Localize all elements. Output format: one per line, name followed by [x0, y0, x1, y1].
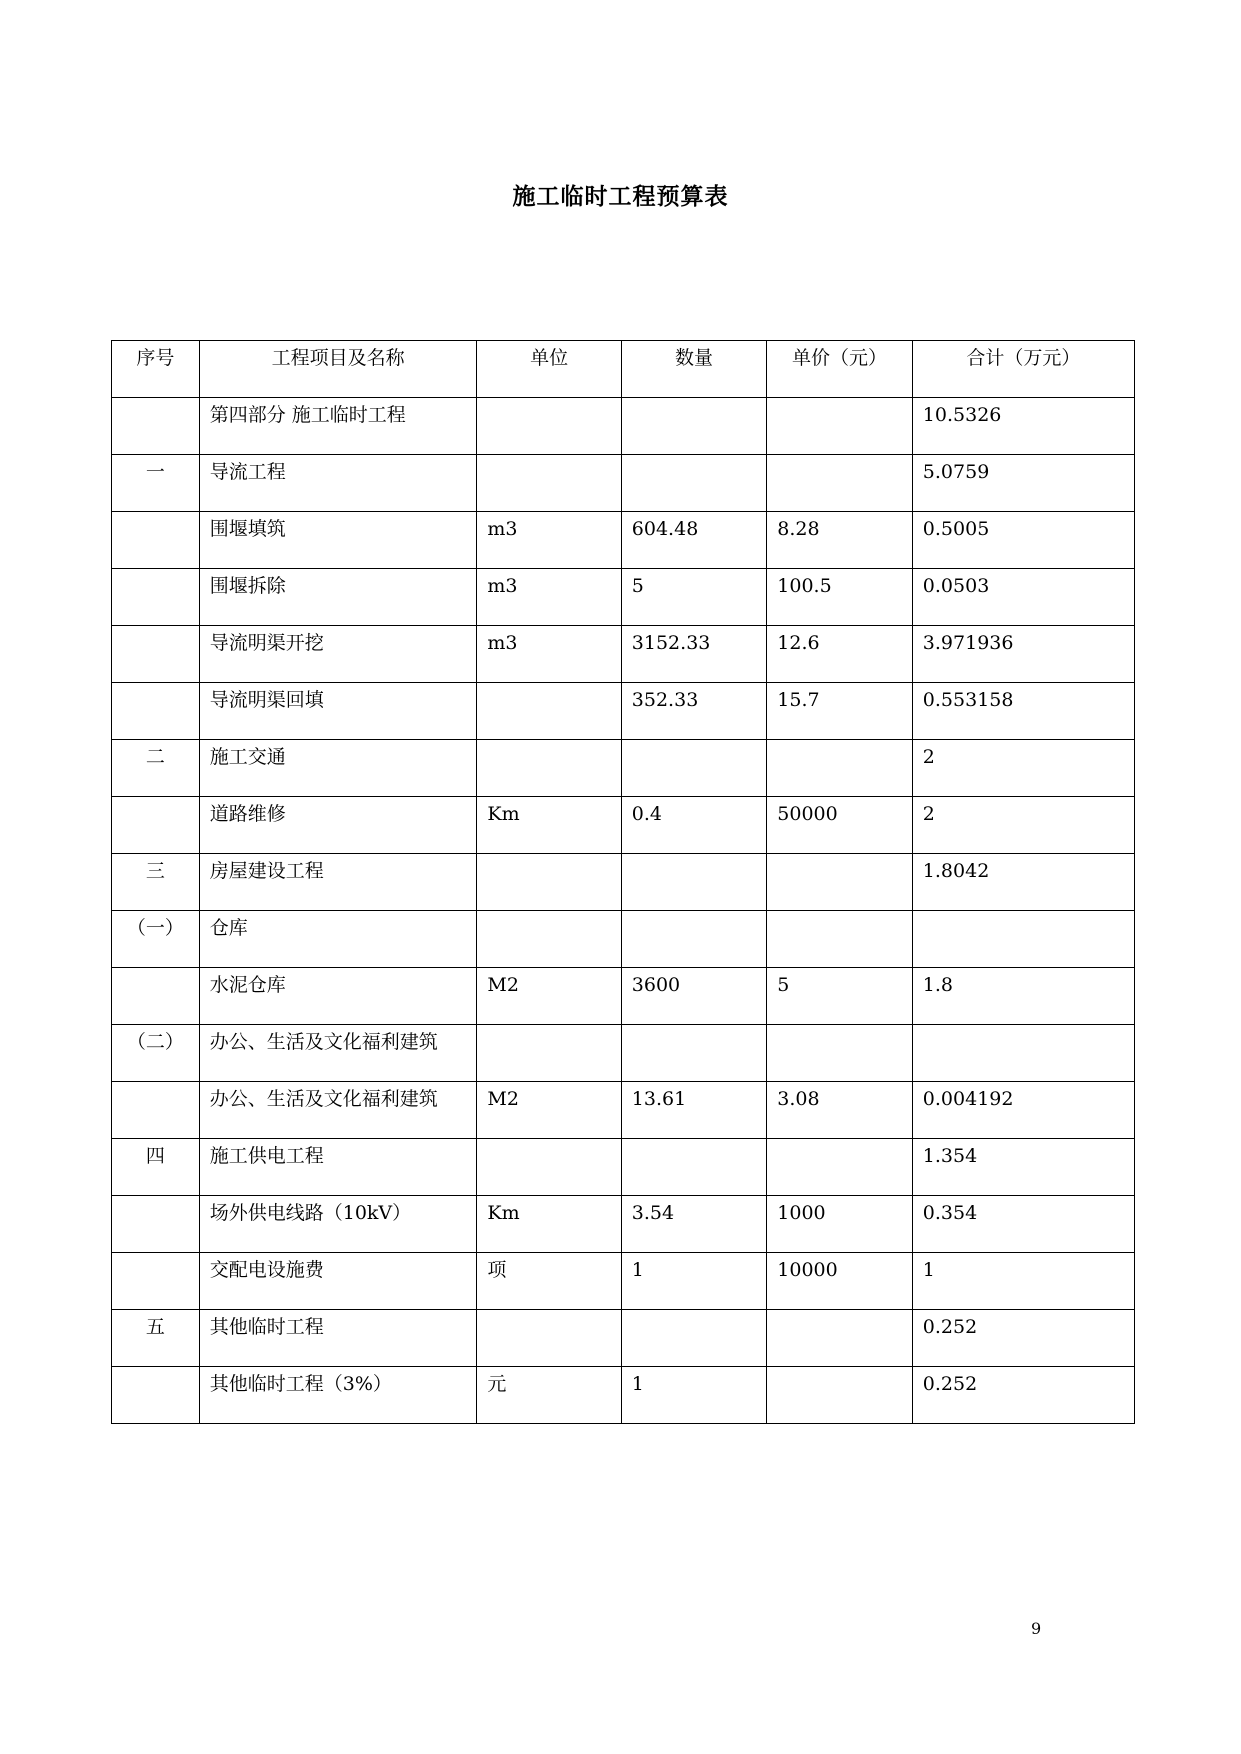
cell-unit-price: 12.6: [767, 626, 913, 683]
cell-unit: 项: [477, 1253, 621, 1310]
cell-total: 1.354: [912, 1139, 1134, 1196]
cell-quantity: 604.48: [621, 512, 767, 569]
cell-total: 0.0503: [912, 569, 1134, 626]
header-total: 合计（万元）: [912, 341, 1134, 398]
page-number: 9: [1031, 1619, 1042, 1638]
cell-quantity: 3600: [621, 968, 767, 1025]
table-row: [112, 1367, 1135, 1424]
cell-unit: m3: [477, 512, 621, 569]
cell-unit: [477, 1139, 621, 1196]
cell-quantity: [621, 1025, 767, 1082]
cell-unit-price: [767, 854, 913, 911]
cell-name: 围堰填筑: [199, 512, 477, 569]
table-row: [112, 1082, 1135, 1139]
cell-seq: [112, 1082, 200, 1139]
table-row: [112, 1253, 1135, 1310]
table-row: [112, 740, 1135, 797]
cell-seq: [112, 512, 200, 569]
cell-quantity: 13.61: [621, 1082, 767, 1139]
cell-seq: 一: [112, 455, 200, 512]
cell-seq: 二: [112, 740, 200, 797]
cell-seq: [112, 1253, 200, 1310]
cell-total: 3.971936: [912, 626, 1134, 683]
cell-seq: （二）: [112, 1025, 200, 1082]
table-row: [112, 398, 1135, 455]
header-name: 工程项目及名称: [199, 341, 477, 398]
table-row: [112, 512, 1135, 569]
cell-name: 办公、生活及文化福利建筑: [199, 1025, 477, 1082]
cell-unit: m3: [477, 569, 621, 626]
cell-seq: [112, 626, 200, 683]
cell-name: 水泥仓库: [199, 968, 477, 1025]
cell-unit-price: [767, 911, 913, 968]
cell-unit-price: 15.7: [767, 683, 913, 740]
cell-name: 第四部分 施工临时工程: [199, 398, 477, 455]
cell-quantity: 5: [621, 569, 767, 626]
table-row: [112, 854, 1135, 911]
cell-name: 交配电设施费: [199, 1253, 477, 1310]
cell-quantity: [621, 1310, 767, 1367]
cell-quantity: [621, 455, 767, 512]
cell-name: 导流工程: [199, 455, 477, 512]
cell-name: 施工供电工程: [199, 1139, 477, 1196]
cell-total: [912, 911, 1134, 968]
table-row: [112, 797, 1135, 854]
cell-total: 0.252: [912, 1310, 1134, 1367]
cell-unit: M2: [477, 1082, 621, 1139]
cell-name: 场外供电线路（10kV）: [199, 1196, 477, 1253]
cell-name: 施工交通: [199, 740, 477, 797]
cell-unit-price: [767, 1139, 913, 1196]
cell-seq: 三: [112, 854, 200, 911]
cell-total: 2: [912, 797, 1134, 854]
cell-seq: [112, 1196, 200, 1253]
cell-seq: [112, 398, 200, 455]
table-row: [112, 968, 1135, 1025]
cell-unit-price: 8.28: [767, 512, 913, 569]
cell-unit-price: 50000: [767, 797, 913, 854]
cell-unit-price: 100.5: [767, 569, 913, 626]
cell-total: 2: [912, 740, 1134, 797]
cell-unit: M2: [477, 968, 621, 1025]
cell-total: 1: [912, 1253, 1134, 1310]
cell-quantity: 3152.33: [621, 626, 767, 683]
table-row: [112, 1196, 1135, 1253]
cell-unit-price: 5: [767, 968, 913, 1025]
table-row: [112, 683, 1135, 740]
cell-seq: [112, 569, 200, 626]
cell-name: 导流明渠回填: [199, 683, 477, 740]
header-quantity: 数量: [621, 341, 767, 398]
table-row: [112, 1310, 1135, 1367]
cell-quantity: [621, 1139, 767, 1196]
cell-total: [912, 1025, 1134, 1082]
cell-total: 1.8042: [912, 854, 1134, 911]
cell-quantity: 352.33: [621, 683, 767, 740]
cell-unit-price: [767, 1310, 913, 1367]
cell-name: 房屋建设工程: [199, 854, 477, 911]
cell-name: 仓库: [199, 911, 477, 968]
cell-unit: [477, 683, 621, 740]
cell-quantity: [621, 911, 767, 968]
cell-unit: Km: [477, 1196, 621, 1253]
cell-unit-price: 3.08: [767, 1082, 913, 1139]
table-row: [112, 626, 1135, 683]
budget-table: [111, 340, 1135, 1424]
cell-seq: [112, 683, 200, 740]
cell-unit-price: [767, 398, 913, 455]
cell-quantity: [621, 398, 767, 455]
cell-unit-price: 10000: [767, 1253, 913, 1310]
cell-name: 其他临时工程（3%）: [199, 1367, 477, 1424]
cell-unit: [477, 1025, 621, 1082]
table-row: [112, 455, 1135, 512]
cell-seq: 五: [112, 1310, 200, 1367]
cell-unit-price: [767, 1025, 913, 1082]
cell-total: 0.004192: [912, 1082, 1134, 1139]
cell-unit: [477, 398, 621, 455]
table-row: [112, 1025, 1135, 1082]
cell-seq: [112, 797, 200, 854]
cell-unit: [477, 740, 621, 797]
cell-total: 0.553158: [912, 683, 1134, 740]
table-header-row: [112, 341, 1135, 398]
cell-total: 0.5005: [912, 512, 1134, 569]
cell-unit: m3: [477, 626, 621, 683]
cell-total: 0.354: [912, 1196, 1134, 1253]
cell-name: 其他临时工程: [199, 1310, 477, 1367]
cell-unit-price: [767, 740, 913, 797]
cell-name: 办公、生活及文化福利建筑: [199, 1082, 477, 1139]
header-seq: 序号: [112, 341, 200, 398]
cell-quantity: 3.54: [621, 1196, 767, 1253]
cell-seq: 四: [112, 1139, 200, 1196]
table-row: [112, 1139, 1135, 1196]
cell-name: 导流明渠开挖: [199, 626, 477, 683]
cell-seq: （一）: [112, 911, 200, 968]
cell-quantity: 1: [621, 1253, 767, 1310]
cell-unit: [477, 1310, 621, 1367]
page-title: 施工临时工程预算表: [512, 184, 729, 210]
cell-quantity: [621, 854, 767, 911]
cell-name: 围堰拆除: [199, 569, 477, 626]
cell-unit-price: 1000: [767, 1196, 913, 1253]
cell-unit-price: [767, 1367, 913, 1424]
cell-unit: [477, 911, 621, 968]
cell-unit: [477, 854, 621, 911]
cell-seq: [112, 968, 200, 1025]
table-body: [112, 398, 1135, 1424]
cell-unit: 元: [477, 1367, 621, 1424]
cell-total: 0.252: [912, 1367, 1134, 1424]
cell-seq: [112, 1367, 200, 1424]
cell-unit: [477, 455, 621, 512]
cell-total: 5.0759: [912, 455, 1134, 512]
cell-total: 1.8: [912, 968, 1134, 1025]
cell-unit: Km: [477, 797, 621, 854]
cell-quantity: 1: [621, 1367, 767, 1424]
cell-total: 10.5326: [912, 398, 1134, 455]
header-unit-price: 单价（元）: [767, 341, 913, 398]
cell-name: 道路维修: [199, 797, 477, 854]
cell-quantity: 0.4: [621, 797, 767, 854]
table-row: [112, 569, 1135, 626]
table-row: [112, 911, 1135, 968]
cell-quantity: [621, 740, 767, 797]
header-unit: 单位: [477, 341, 621, 398]
cell-unit-price: [767, 455, 913, 512]
